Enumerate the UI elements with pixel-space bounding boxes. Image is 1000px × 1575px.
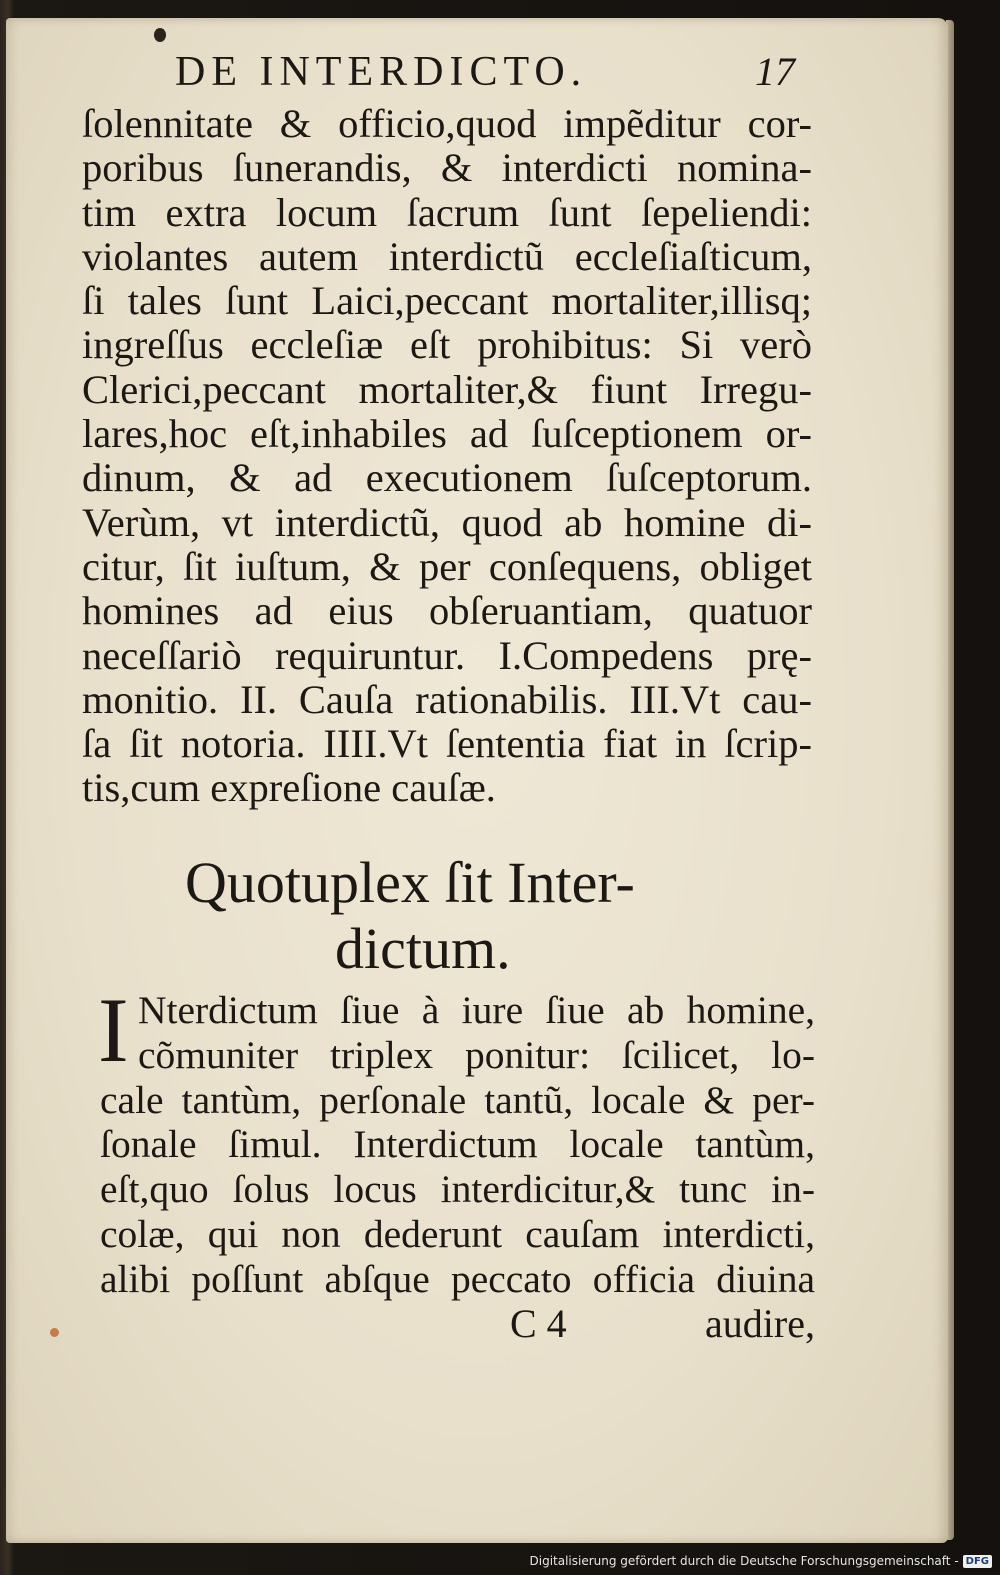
drop-cap: I bbox=[98, 979, 129, 1081]
text-line: ſonale ſimul. Interdictum locale tantùm, bbox=[100, 1122, 815, 1167]
text-line: cale tantùm, perſonale tantũ, locale & per- bbox=[100, 1077, 815, 1122]
text-line: lares,hoc eſt,inhabiles ad ſuſceptionem or- bbox=[82, 411, 812, 457]
text-line: tis,cum expreſione cauſæ. bbox=[82, 765, 496, 811]
paragraph-1 bbox=[82, 102, 812, 811]
text-line: ingreſſus eccleſiæ eſt prohibitus: Si verò bbox=[82, 322, 812, 368]
text-line: Verùm, vt interdictũ, quod ab homine di- bbox=[82, 499, 812, 545]
paragraph-2 bbox=[98, 979, 815, 1302]
text-line: eſt,quo ſolus locus interdicitur,& tunc in- bbox=[100, 1167, 815, 1212]
text-line: ſolennitate & officio,quod impẽditur cor- bbox=[82, 101, 812, 146]
text-line: neceſſariò requiruntur. I.Compedens prę- bbox=[82, 632, 812, 678]
digitization-notice bbox=[530, 1551, 993, 1571]
text-line: alibi poſſunt abſque peccato officia diuina bbox=[100, 1256, 815, 1301]
text-line: Nterdictum ſiue à iure ſiue ab homine, bbox=[138, 988, 815, 1032]
text-line: cõmuniter triplex ponitur: ſcilicet, lo- bbox=[138, 1032, 815, 1077]
catchword: audire, bbox=[705, 1301, 815, 1346]
text-line: poribus ſunerandis, & interdicti nomina- bbox=[82, 145, 812, 191]
dfg-logo: DFG bbox=[963, 1555, 992, 1568]
text-line: monitio. II. Cauſa rationabilis. III.Vt cau- bbox=[82, 676, 812, 722]
text-line: violantes autem interdictũ eccleſiaſticum, bbox=[82, 233, 812, 279]
running-head-title: DE INTERDICTO. bbox=[175, 49, 588, 95]
digitization-text: Digitalisierung gefördert durch die Deutsche Forschungsgemeinschaft - bbox=[529, 1554, 959, 1568]
text-line: colæ, qui non dederunt cauſam interdicti, bbox=[100, 1211, 815, 1256]
text-line: tim extra locum ſacrum ſunt ſepeliendi: bbox=[82, 189, 812, 235]
ink-blot bbox=[154, 28, 166, 42]
heading-line-2: dictum. bbox=[335, 916, 511, 981]
page-number: 17 bbox=[755, 49, 795, 94]
text-line: dinum, & ad executionem ſuſceptorum. bbox=[82, 455, 812, 501]
text-line: ſa ſit notoria. IIII.Vt ſententia fiat in ſcrip- bbox=[82, 721, 812, 767]
page-footer-line bbox=[100, 1300, 815, 1350]
stain-spot bbox=[50, 1328, 59, 1337]
signature-mark: C 4 bbox=[510, 1301, 567, 1346]
section-heading bbox=[185, 850, 745, 982]
running-head bbox=[175, 48, 795, 98]
heading-line-1: Quotuplex ſit Inter- bbox=[185, 850, 635, 915]
text-line: Clerici,peccant mortaliter,& fiunt Irregu- bbox=[82, 366, 812, 412]
text-line: ſi tales ſunt Laici,peccant mortaliter,illisq; bbox=[82, 278, 812, 324]
text-line: citur, ſit iuſtum, & per conſequens, obliget bbox=[82, 543, 812, 589]
text-line: homines ad eius obſeruantiam, quatuor bbox=[82, 588, 812, 634]
